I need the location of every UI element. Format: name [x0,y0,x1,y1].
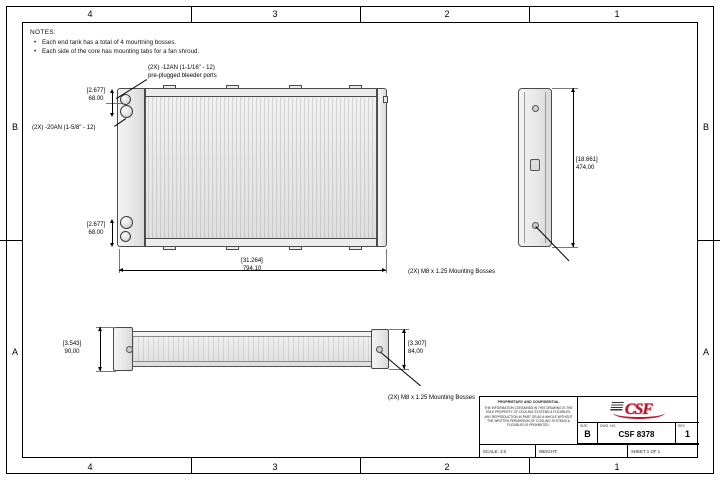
dim-arrow-up [98,327,102,331]
size-cell [578,423,598,443]
zone-label-left-b: B [11,122,18,132]
zone-label-left-a: A [11,347,18,357]
proprietary-notice [480,397,578,444]
ext-line-depth-right-top [389,329,409,330]
dim-overall-width: [31.264] 794,10 [241,258,263,272]
dim-line-depth-left [100,327,101,371]
note-item: • Each side of the core has mounting tabs for a fan shroud. [42,47,330,56]
dim-arrow-down [402,365,406,369]
zone-label-top-2: 2 [444,9,450,19]
callout-bosses-side: (2X) M8 x 1.25 Mounting Bosses [408,269,496,275]
rev-value: 1 [684,429,690,439]
callout-bosses-bottom: (2X) M8 x 1.25 Mounting Bosses [388,395,476,401]
zone-label-bottom-1: 1 [614,462,620,472]
note-item: • Each end tank has a total of 4 mourtning bosses. [42,38,330,47]
zone-label-bottom-3: 3 [272,462,278,472]
dim-arrow-up [402,329,406,333]
dwg-no-cell [598,423,676,443]
size-value: B [584,429,591,439]
proprietary-body: THE INFORMATION CONTAINED IN THIS DRAWING IS THE SOLE PROPERTY OF COOLING SYSTEMS & FLEXIBLES. ANY REPRODUCTION IN PART OR AS A WHOLE WITHOUT THE WRITTEN PERMISSION OF COOLING SYSTEMS & FLEXIBLES IS PROHIBITED. [484,406,573,428]
checkered-flag-icon [610,402,624,411]
brand-name: CSF [624,400,653,418]
title-block-row-ids [578,423,699,444]
dim-bottom-left-lower: [2.677] 68.00 [86,222,106,236]
zone-label-top-4: 4 [87,9,93,19]
proprietary-heading: PROPRIETARY AND CONFIDENTIAL [497,400,560,404]
dim-depth-right: [3.307] 84,00 [408,341,427,355]
zone-label-bottom-4: 4 [87,462,93,472]
size-caption: SIZE [580,424,588,428]
mounting-boss-top-left [126,346,133,353]
dim-overall-height: [18.661] 474,00 [576,157,598,171]
zone-label-right-a: A [702,347,709,357]
zone-label-top-1: 1 [614,9,620,19]
dim-top-left-upper: [2.677] 68.00 [86,88,106,102]
top-view-core-texture [132,336,372,362]
zone-label-right-b: B [702,122,709,132]
sheet-cell: SHEET 1 OF 1 [631,449,661,454]
dim-line-depth-right [404,329,405,369]
rev-caption: REV [678,424,685,428]
callout-an20: (2X) -20AN (1-5/8" - 12) [32,125,96,131]
dim-depth-left: [3.543] 90,00 [62,341,82,355]
csf-logo [578,397,699,423]
notes-heading: NOTES: [30,29,56,36]
ext-line-depth-left-bottom [96,371,116,372]
zone-label-top-3: 3 [272,9,278,19]
callout-bleeder-ports: (2X) -12AN (1-1/16" - 12) pre-plugged bleeder ports [148,65,217,79]
rev-cell [676,423,699,443]
weight-cell: WEIGHT: [536,445,628,458]
dwg-no-caption: DWG. NO. [600,424,617,428]
dim-arrow-down [98,367,102,371]
dwg-no-value: CSF 8378 [618,430,655,439]
scale-cell: SCALE: 1:5 [480,445,536,458]
title-block [479,396,698,458]
zone-label-bottom-2: 2 [444,462,450,472]
title-block-row-scale [480,444,699,458]
